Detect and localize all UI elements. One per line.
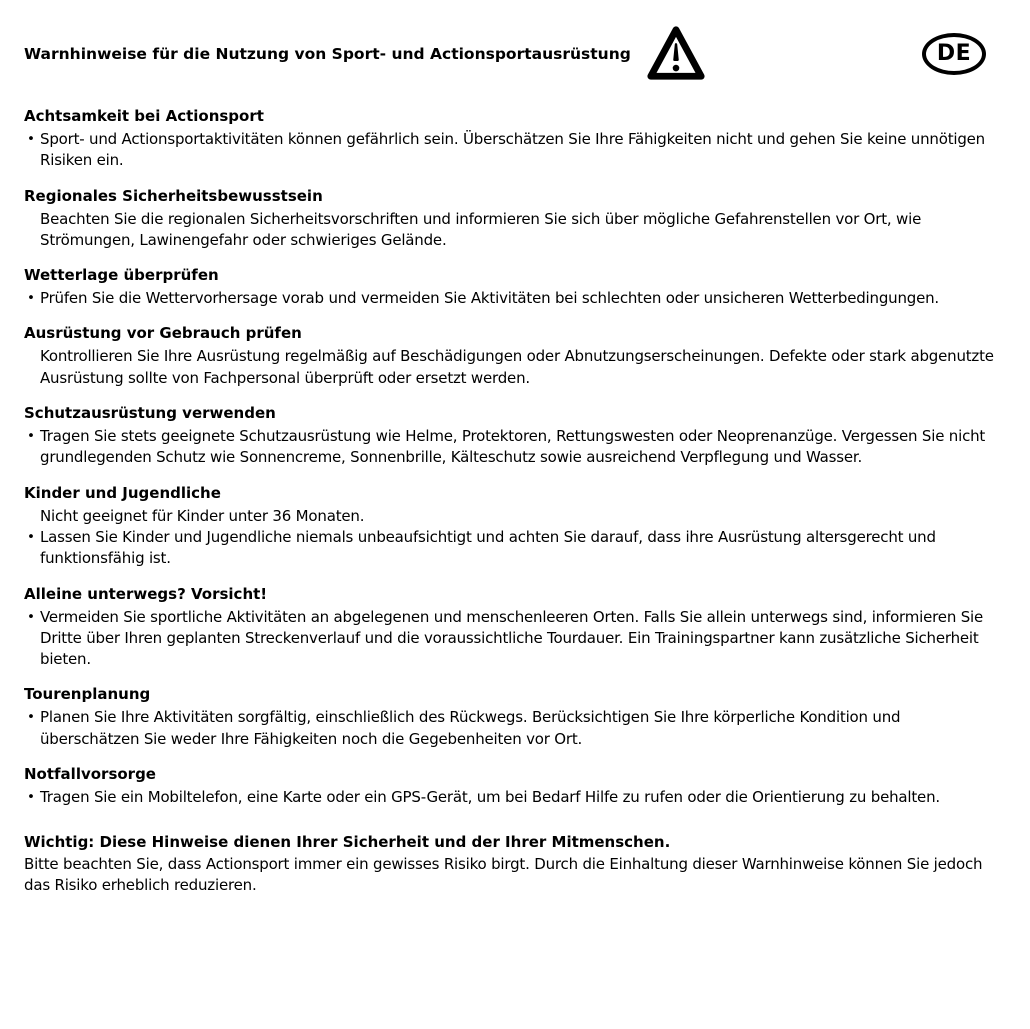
warning-triangle-icon: [645, 23, 707, 85]
footer-emphasis: Wichtig: Diese Hinweise dienen Ihrer Sicherheit und der Ihrer Mitmenschen.: [24, 833, 671, 852]
section-heading: Notfallvorsorge: [24, 765, 156, 784]
item-text: Lassen Sie Kinder und Jugendliche niemals unbeaufsichtigt und achten Sie darauf, dass ihre Ausrüstung altersgerecht und funktionsfähig ist.: [40, 527, 936, 568]
bullet-item: [24, 787, 1000, 808]
note-item: [24, 209, 1000, 252]
document-footer: [24, 832, 1000, 897]
bullet-item: [24, 426, 1000, 469]
item-text: Beachten Sie die regionalen Sicherheitsvorschriften und informieren Sie sich über mögliche Gefahrenstellen vor Ort, wie Strömungen, Lawinengefahr oder schwieriges Gelände.: [40, 209, 922, 249]
item-text: Vermeiden Sie sportliche Aktivitäten an abgelegenen und menschenleeren Orten. Falls Sie allein unterwegs sind, informieren Sie Dritte über Ihren geplanten Streckenverlauf und die voraussichtliche Tourdauer. Ein Trainingspartner kann zusätzliche Sicherheit bieten.: [40, 607, 984, 669]
language-badge: [922, 33, 986, 75]
bullet-item: [24, 129, 1000, 172]
item-text: Sport- und Actionsportaktivitäten können gefährlich sein. Überschätzen Sie Ihre Fähigkeiten nicht und gehen Sie keine unnötigen Risiken ein.: [40, 130, 985, 170]
bullet-marker: •: [27, 789, 35, 806]
section-heading: Schutzausrüstung verwenden: [24, 404, 276, 423]
bullet-item: [24, 707, 1000, 750]
section-heading: Kinder und Jugendliche: [24, 483, 221, 502]
section-heading: Achtsamkeit bei Actionsport: [24, 107, 264, 125]
item-text: Nicht geeignet für Kinder unter 36 Monaten.: [40, 506, 365, 525]
section-heading: Wetterlage überprüfen: [24, 266, 219, 285]
item-text: Tragen Sie stets geeignete Schutzausrüstung wie Helme, Protektoren, Rettungswesten oder Neoprenanzüge. Vergessen Sie nicht grundlegenden Schutz wie Sonnencreme, Sonnenbrille, Kälteschutz sowie ausreichend Verpflegung und Wasser.: [40, 427, 986, 467]
bullet-marker: •: [27, 709, 35, 726]
warning-section: [24, 265, 1000, 309]
section-heading: Tourenplanung: [24, 685, 151, 704]
note-item: [24, 506, 1000, 527]
language-badge-label: DE: [936, 41, 972, 66]
bullet-marker: •: [27, 290, 35, 307]
warning-section: [24, 483, 1000, 570]
bullet-marker: •: [27, 131, 35, 147]
section-heading: Regionales Sicherheitsbewusstsein: [24, 186, 323, 205]
page-title: Warnhinweise für die Nutzung von Sport- und Actionsportausrüstung: [24, 44, 631, 63]
item-text: Planen Sie Ihre Aktivitäten sorgfältig, einschließlich des Rückwegs. Berücksichtigen Sie Ihre körperliche Kondition und überschätzen Sie weder Ihre Fähigkeiten noch die Gegebenheiten vor Ort.: [40, 708, 901, 748]
footer-text: Bitte beachten Sie, dass Actionsport immer ein gewisses Risiko birgt. Durch die Einhaltung dieser Warnhinweise können Sie jedoch das Risiko erheblich reduzieren.: [24, 854, 983, 895]
item-text: Kontrollieren Sie Ihre Ausrüstung regelmäßig auf Beschädigungen oder Abnutzungserscheinungen. Defekte oder stark abgenutzte Ausrüstung sollte von Fachpersonal überprüft oder ersetzt werden.: [40, 347, 994, 387]
document-header: [24, 22, 1000, 86]
bullet-marker: •: [27, 528, 35, 545]
item-text: Tragen Sie ein Mobiltelefon, eine Karte oder ein GPS-Gerät, um bei Bedarf Hilfe zu rufen oder die Orientierung zu behalten.: [40, 788, 940, 807]
bullet-item: [24, 607, 1000, 671]
warning-sections: [24, 106, 1000, 808]
warning-section: [24, 584, 1000, 671]
warning-section: [24, 106, 1000, 172]
warning-section: [24, 764, 1000, 808]
warning-section: [24, 323, 1000, 389]
bullet-marker: •: [27, 608, 35, 625]
note-item: [24, 346, 1000, 389]
section-heading: Alleine unterwegs? Vorsicht!: [24, 584, 268, 603]
section-heading: Ausrüstung vor Gebrauch prüfen: [24, 324, 302, 343]
warning-section: [24, 186, 1000, 252]
bullet-item: [24, 527, 1000, 570]
warning-section: [24, 684, 1000, 750]
bullet-marker: •: [27, 428, 35, 445]
bullet-item: [24, 288, 1000, 309]
item-text: Prüfen Sie die Wettervorhersage vorab und vermeiden Sie Aktivitäten bei schlechten oder unsicheren Wetterbedingungen.: [40, 289, 939, 308]
warning-section: [24, 403, 1000, 469]
